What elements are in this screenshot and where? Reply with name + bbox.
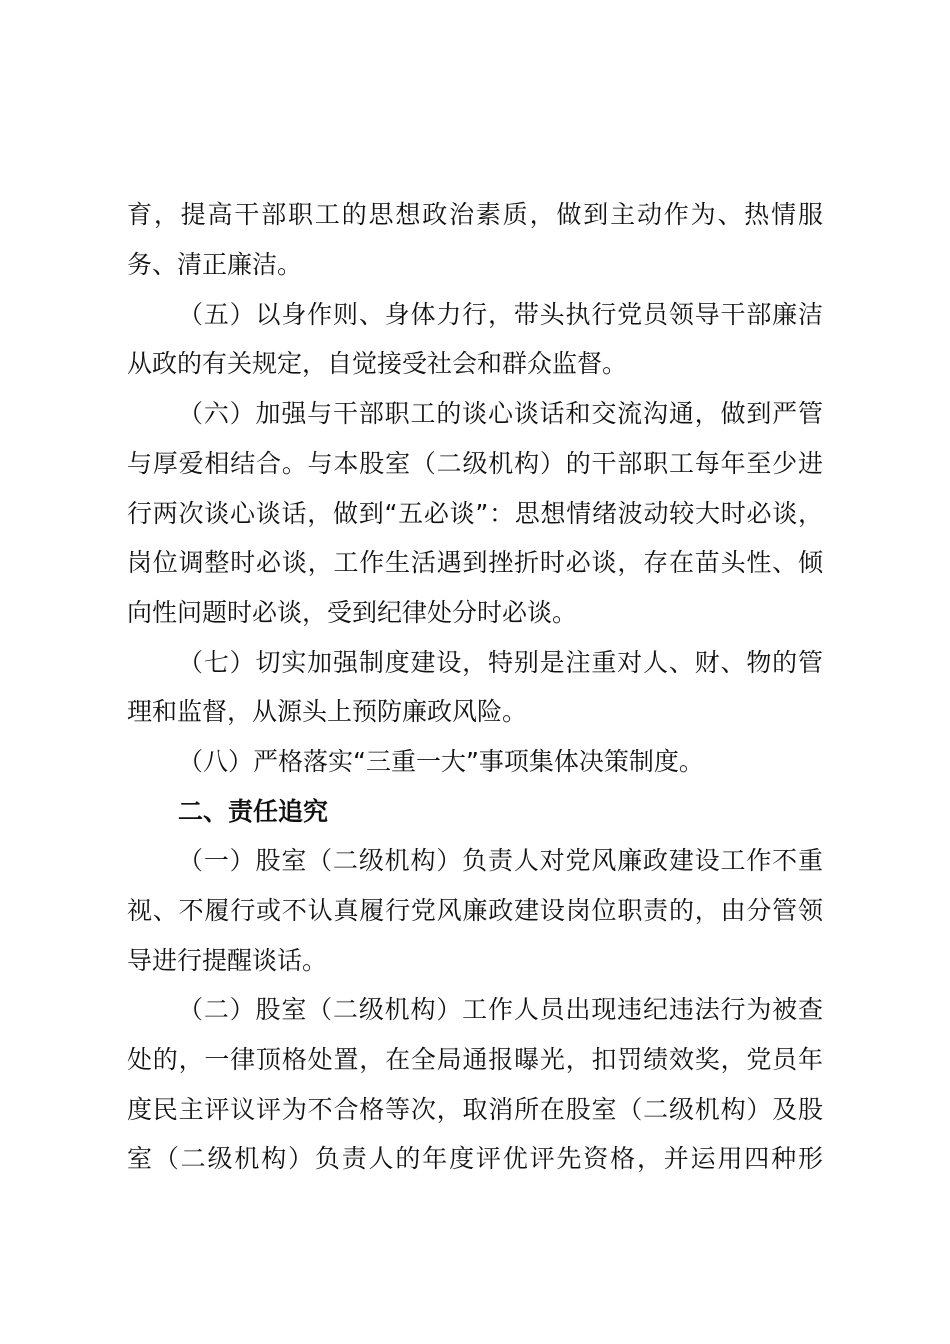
paragraph-line: 与厚爱相结合。与本股室（二级机构）的干部职工每年至少进 xyxy=(127,449,823,478)
paragraph-line: 度民主评议评为不合格等次，取消所在股室（二级机构）及股 xyxy=(127,1095,823,1124)
paragraph-line: 室（二级机构）负责人的年度评优评先资格，并运用四种形 xyxy=(127,1144,823,1173)
paragraph-line: 行两次谈心谈话，做到“五必谈”：思想情绪波动较大时必谈， xyxy=(127,499,823,528)
paragraph-line: 从政的有关规定，自觉接受社会和群众监督。 xyxy=(127,349,628,378)
paragraph-line: （一）股室（二级机构）负责人对党风廉政建设工作不重 xyxy=(178,846,823,875)
paragraph-line: （二）股室（二级机构）工作人员出现违纪违法行为被查 xyxy=(178,995,823,1024)
paragraph-line: 理和监督，从源头上预防廉政风险。 xyxy=(127,697,528,726)
paragraph-line: （五）以身作则、身体力行，带头执行党员领导干部廉洁 xyxy=(178,300,823,329)
paragraph-line: 务、清正廉洁。 xyxy=(127,250,303,279)
paragraph-line: 育，提高干部职工的思想政治素质，做到主动作为、热情服 xyxy=(127,200,823,229)
paragraph-line: 向性问题时必谈，受到纪律处分时必谈。 xyxy=(127,598,578,627)
paragraph-line: （八）严格落实“三重一大”事项集体决策制度。 xyxy=(178,747,704,776)
paragraph-line: 处的，一律顶格处置，在全局通报曝光，扣罚绩效奖，党员年 xyxy=(127,1045,823,1074)
paragraph-line: （七）切实加强制度建设，特别是注重对人、财、物的管 xyxy=(178,648,823,677)
paragraph-line: 导进行提醒谈话。 xyxy=(127,946,328,975)
section-heading: 二、责任追究 xyxy=(178,797,329,826)
paragraph-line: 视、不履行或不认真履行党风廉政建设岗位职责的，由分管领 xyxy=(127,896,823,925)
paragraph-line: （六）加强与干部职工的谈心谈话和交流沟通，做到严管 xyxy=(178,399,823,428)
paragraph-line: 岗位调整时必谈，工作生活遇到挫折时必谈，存在苗头性、倾 xyxy=(127,548,823,577)
